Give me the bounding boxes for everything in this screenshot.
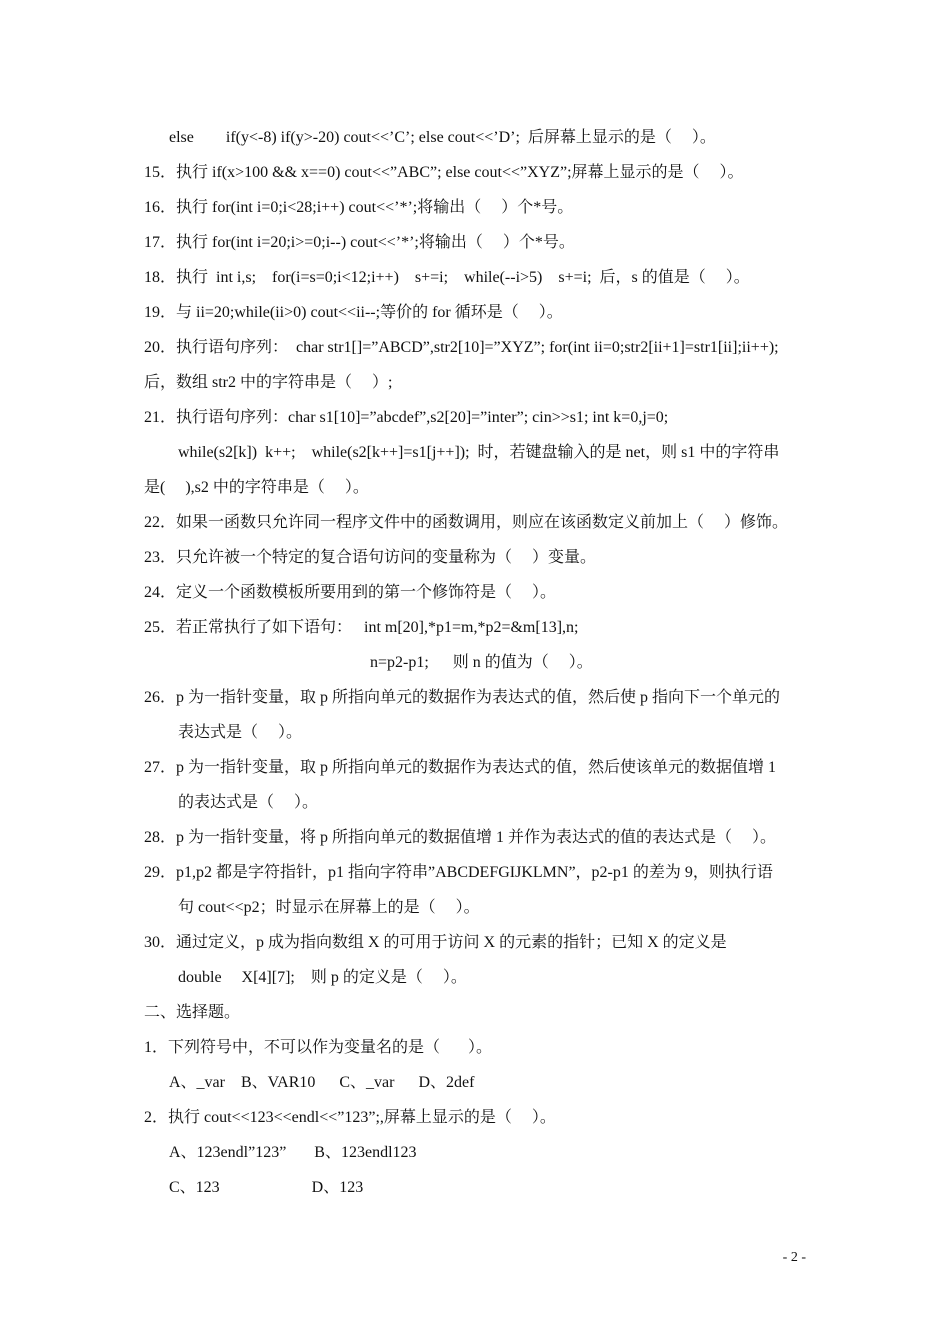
text-line: 18．执行 int i,s; for(i=s=0;i<12;i++) s+=i; while(--i>5) s+=i; 后，s 的值是（ ）。: [144, 269, 750, 286]
text-line: double X[4][7]; 则 p 的定义是（ ）。: [178, 969, 467, 986]
text-line: else if(y<-8) if(y>-20) cout<<’C’; else cout<<’D’; 后屏幕上显示的是（ ）。: [169, 129, 716, 146]
text-line: 28．p 为一指针变量，将 p 所指向单元的数据值增 1 并作为表达式的值的表达式是（ ）。: [144, 829, 777, 846]
text-line: 表达式是（ ）。: [178, 724, 303, 741]
text-line: 22．如果一函数只允许同一程序文件中的函数调用，则应在该函数定义前加上（ ）修饰。: [144, 514, 789, 531]
text-line: 29．p1,p2 都是字符指针，p1 指向字符串”ABCDEFGIJKLMN”，p2-p1 的差为 9，则执行语: [144, 864, 773, 881]
text-line: 的表达式是（ ）。: [178, 794, 319, 811]
text-line: n=p2-p1; 则 n 的值为（ ）。: [370, 654, 593, 671]
options-line: C、123 D、123: [169, 1179, 364, 1196]
text-line: 27．p 为一指针变量，取 p 所指向单元的数据作为表达式的值，然后使该单元的数据值增 1: [144, 759, 777, 776]
page-number: - 2 -: [782, 1250, 806, 1265]
text-line: 16．执行 for(int i=0;i<28;i++) cout<<’*’;将输出（ ）个*号。: [144, 199, 574, 216]
text-line: 2．执行 cout<<123<<endl<<”123”;,屏幕上显示的是（ ）。: [144, 1109, 556, 1126]
text-line: 15．执行 if(x>100 && x==0) cout<<”ABC”; else cout<<”XYZ”;屏幕上显示的是（ ）。: [144, 164, 744, 181]
text-line: 1．下列符号中，不可以作为变量名的是（ ）。: [144, 1039, 493, 1056]
text-line: 23．只允许被一个特定的复合语句访问的变量称为（ ）变量。: [144, 549, 597, 566]
text-line: while(s2[k]) k++; while(s2[k++]=s1[j++]); 时，若键盘输入的是 net，则 s1 中的字符串: [178, 444, 780, 461]
text-line: 21．执行语句序列：char s1[10]=”abcdef”,s2[20]=”inter”; cin>>s1; int k=0,j=0;: [144, 409, 669, 426]
options-line: A、123endl”123” B、123endl123: [169, 1144, 417, 1161]
text-line: 30．通过定义，p 成为指向数组 X 的可用于访问 X 的元素的指针；已知 X 的定义是: [144, 934, 727, 951]
text-line: 17．执行 for(int i=20;i>=0;i--) cout<<’*’;将输出（ ）个*号。: [144, 234, 575, 251]
text-line: 25．若正常执行了如下语句： int m[20],*p1=m,*p2=&m[13],n;: [144, 619, 579, 636]
text-line: 26．p 为一指针变量，取 p 所指向单元的数据作为表达式的值，然后使 p 指向下一个单元的: [144, 689, 781, 706]
text-line: 24．定义一个函数模板所要用到的第一个修饰符是（ ）。: [144, 584, 557, 601]
text-line: 19．与 ii=20;while(ii>0) cout<<ii--;等价的 for 循环是（ ）。: [144, 304, 563, 321]
text-line: 是( ),s2 中的字符串是（ ）。: [144, 479, 369, 496]
section-heading: 二、选择题。: [144, 1004, 241, 1021]
text-line: 20．执行语句序列： char str1[]=”ABCD”,str2[10]=”XYZ”; for(int ii=0;str2[ii+1]=str1[ii];ii++);: [144, 339, 779, 356]
text-line: 后，数组 str2 中的字符串是（ ）;: [144, 374, 393, 391]
options-line: A、_var B、VAR10 C、_var D、2def: [169, 1074, 475, 1091]
text-line: 句 cout<<p2；时显示在屏幕上的是（ ）。: [178, 899, 480, 916]
